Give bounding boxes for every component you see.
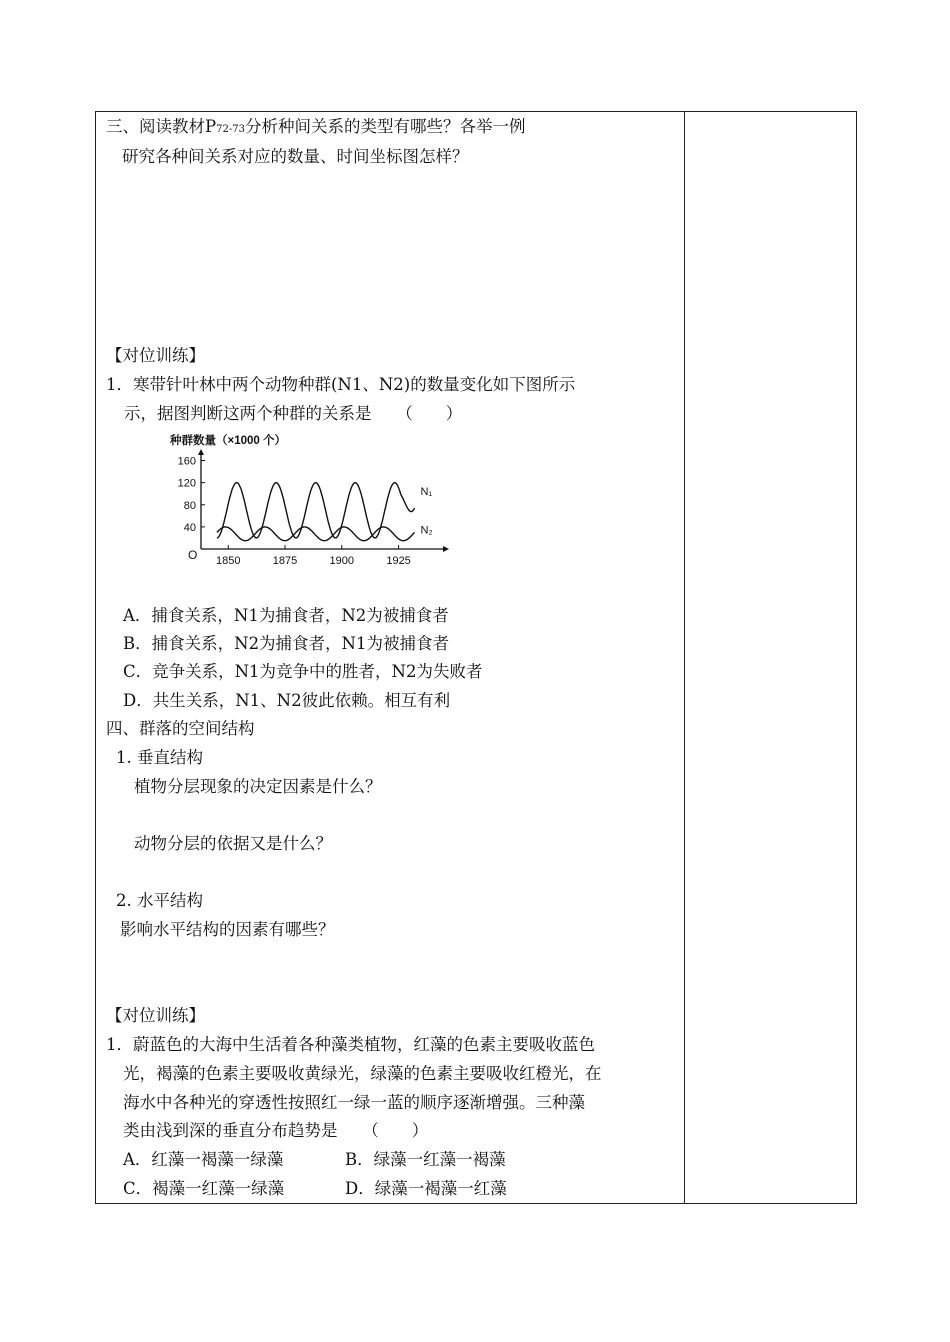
practice1-question-line2: 示，据图判断这两个种群的关系是 （ ） bbox=[124, 404, 463, 423]
chart-x-ticks bbox=[216, 545, 411, 567]
section3-heading-b: 分析种间关系的类型有哪些？各举一例 bbox=[244, 117, 526, 136]
practice1-question-line1: 1．寒带针叶林中两个动物种群(N1、N2)的数量变化如下图所示 bbox=[106, 375, 576, 394]
chart-x-tick-label: 1925 bbox=[386, 555, 411, 567]
chart-y-tick-label: 80 bbox=[183, 499, 196, 512]
chart-x-tick-label: 1875 bbox=[272, 555, 298, 567]
chart-series-label-n1: N₁ bbox=[420, 485, 433, 498]
practice2-question-line3: 海水中各种光的穿透性按照红一绿一蓝的顺序逐渐增强。三种藻 bbox=[123, 1093, 585, 1112]
practice1-header: 【对位训练】 bbox=[106, 346, 205, 365]
practice1-option-c: C．竞争关系，N1为竞争中的胜者，N2为失败者 bbox=[123, 662, 483, 681]
vertical-structure-question1: 植物分层现象的决定因素是什么？ bbox=[134, 777, 382, 796]
horizontal-structure-question: 影响水平结构的因素有哪些？ bbox=[120, 920, 335, 939]
practice2-question-line2: 光，褐藻的色素主要吸收黄绿光，绿藻的色素主要吸收红橙光，在 bbox=[123, 1064, 602, 1083]
practice1-option-b: B．捕食关系，N2为捕食者，N1为被捕食者 bbox=[123, 634, 449, 653]
chart-series-n1 bbox=[217, 483, 415, 538]
vertical-structure-question2: 动物分层的依据又是什么？ bbox=[134, 834, 332, 853]
practice1-option-a: A．捕食关系，N1为捕食者，N2为被捕食者 bbox=[123, 606, 449, 625]
practice1-option-d: D．共生关系，N1、N2彼此依赖。相互有利 bbox=[123, 691, 451, 710]
practice2-question-line4: 类由浅到深的垂直分布趋势是 （ ） bbox=[123, 1121, 429, 1140]
chart-y-arrow bbox=[198, 449, 204, 455]
chart-origin-label: O bbox=[188, 548, 198, 562]
chart-y-tick-label: 40 bbox=[183, 521, 196, 534]
section4-title: 四、群落的空间结构 bbox=[106, 719, 255, 738]
chart-lines bbox=[217, 483, 433, 541]
section3-heading-a: 三、阅读教材 bbox=[106, 117, 205, 136]
practice2-header: 【对位训练】 bbox=[106, 1006, 205, 1025]
chart-x-tick-label: 1850 bbox=[216, 555, 241, 567]
practice2-question-line1: 1．蔚蓝色的大海中生活着各种藻类植物，红藻的色素主要吸收蓝色 bbox=[106, 1035, 595, 1054]
section3-heading-p: P bbox=[205, 117, 217, 136]
table-column-divider bbox=[684, 111, 685, 1204]
section3-heading-pages: 72-73 bbox=[216, 124, 245, 135]
vertical-structure-title: 1. 垂直结构 bbox=[116, 748, 203, 767]
practice2-option-d: D．绿藻一褐藻一红藻 bbox=[345, 1179, 507, 1198]
chart-y-tick-label: 120 bbox=[177, 477, 196, 490]
chart-series-n2 bbox=[217, 527, 415, 541]
population-chart bbox=[108, 428, 453, 578]
chart-y-tick-label: 160 bbox=[177, 455, 196, 468]
section3-heading bbox=[106, 117, 525, 140]
practice2-option-a: A．红藻一褐藻一绿藻 bbox=[123, 1150, 284, 1169]
practice2-option-c: C．褐藻一红藻一绿藻 bbox=[123, 1179, 285, 1198]
chart-y-label: 种群数量（×1000 个） bbox=[170, 435, 286, 447]
practice2-option-b: B．绿藻一红藻一褐藻 bbox=[345, 1150, 506, 1169]
horizontal-structure-title: 2. 水平结构 bbox=[116, 891, 203, 910]
chart-x-arrow bbox=[443, 546, 449, 552]
section3-question: 研究各种间关系对应的数量、时间坐标图怎样？ bbox=[122, 147, 469, 166]
chart-series-label-n2: N₂ bbox=[420, 524, 433, 537]
chart-x-tick-label: 1900 bbox=[329, 555, 355, 567]
